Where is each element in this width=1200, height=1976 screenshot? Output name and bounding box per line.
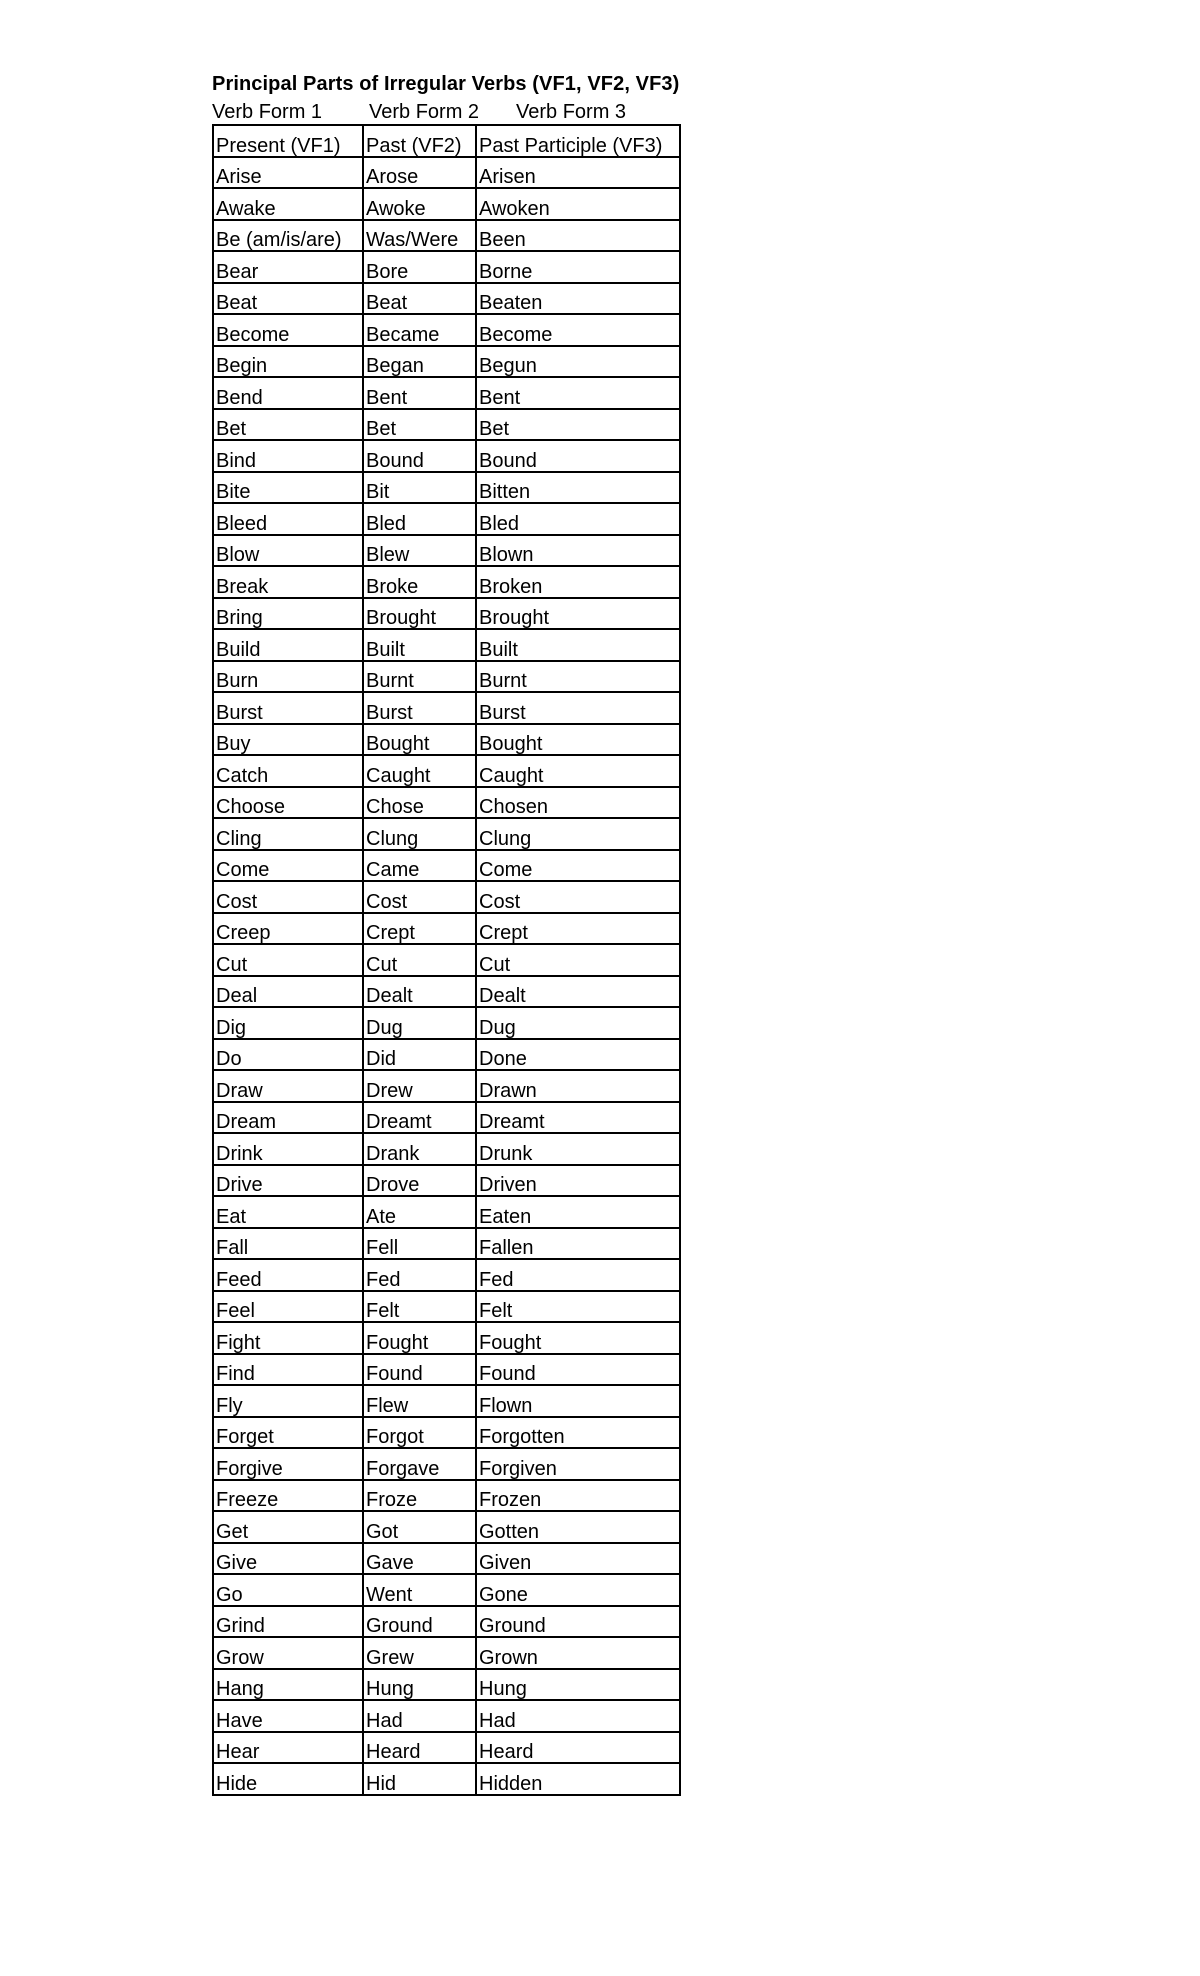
past-cell: Arose	[363, 157, 476, 189]
past-cell: Built	[363, 629, 476, 661]
past-cell: Bound	[363, 440, 476, 472]
table-row	[213, 377, 680, 409]
past-participle-cell: Gone	[476, 1574, 680, 1606]
present-cell: Hang	[213, 1669, 363, 1701]
past-participle-cell: Borne	[476, 251, 680, 283]
table-row	[213, 881, 680, 913]
present-cell: Freeze	[213, 1480, 363, 1512]
present-cell: Forgive	[213, 1448, 363, 1480]
table-row	[213, 1606, 680, 1638]
table-row	[213, 661, 680, 693]
past-cell: Gave	[363, 1543, 476, 1575]
past-participle-cell: Chosen	[476, 787, 680, 819]
table-row	[213, 1322, 680, 1354]
past-cell: Drew	[363, 1070, 476, 1102]
past-cell: Burst	[363, 692, 476, 724]
table-row	[213, 1448, 680, 1480]
past-participle-cell: Frozen	[476, 1480, 680, 1512]
past-participle-cell: Bound	[476, 440, 680, 472]
past-cell: Forgave	[363, 1448, 476, 1480]
present-cell: Burst	[213, 692, 363, 724]
past-participle-cell: Bet	[476, 409, 680, 441]
past-cell: Grew	[363, 1637, 476, 1669]
past-participle-cell: Caught	[476, 755, 680, 787]
present-cell: Bet	[213, 409, 363, 441]
verb-form-1-label: Verb Form 1	[212, 101, 323, 123]
table-row	[213, 976, 680, 1008]
past-cell: Dreamt	[363, 1102, 476, 1134]
past-cell: Blew	[363, 535, 476, 567]
past-participle-cell: Arisen	[476, 157, 680, 189]
table-row	[213, 1291, 680, 1323]
past-participle-cell: Begun	[476, 346, 680, 378]
past-participle-cell: Become	[476, 314, 680, 346]
table-row	[213, 1543, 680, 1575]
past-cell: Awoke	[363, 188, 476, 220]
past-cell: Was/Were	[363, 220, 476, 252]
present-cell: Hear	[213, 1732, 363, 1764]
past-cell: Fell	[363, 1228, 476, 1260]
past-participle-cell: Cost	[476, 881, 680, 913]
table-row	[213, 1669, 680, 1701]
past-cell: Drank	[363, 1133, 476, 1165]
table-row	[213, 251, 680, 283]
present-cell: Bear	[213, 251, 363, 283]
verb-form-3-label: Verb Form 3	[516, 101, 627, 123]
past-participle-cell: Bought	[476, 724, 680, 756]
past-participle-cell: Crept	[476, 913, 680, 945]
table-row	[213, 1228, 680, 1260]
document-title: Principal Parts of Irregular Verbs (VF1, VF2, VF3)	[212, 73, 680, 95]
present-cell: Blow	[213, 535, 363, 567]
past-participle-cell: Ground	[476, 1606, 680, 1638]
past-participle-cell: Fought	[476, 1322, 680, 1354]
past-cell: Felt	[363, 1291, 476, 1323]
past-cell: Bore	[363, 251, 476, 283]
past-participle-cell: Blown	[476, 535, 680, 567]
present-cell: Build	[213, 629, 363, 661]
table-row	[213, 1165, 680, 1197]
past-participle-cell: Dealt	[476, 976, 680, 1008]
present-cell: Feed	[213, 1259, 363, 1291]
past-participle-cell: Hung	[476, 1669, 680, 1701]
past-cell: Brought	[363, 598, 476, 630]
present-cell: Cling	[213, 818, 363, 850]
past-cell: Heard	[363, 1732, 476, 1764]
present-cell: Hide	[213, 1763, 363, 1795]
past-cell: Fed	[363, 1259, 476, 1291]
past-participle-cell: Given	[476, 1543, 680, 1575]
present-cell: Drink	[213, 1133, 363, 1165]
past-cell: Chose	[363, 787, 476, 819]
past-participle-cell: Fallen	[476, 1228, 680, 1260]
present-cell: Awake	[213, 188, 363, 220]
table-row	[213, 787, 680, 819]
present-cell: Bend	[213, 377, 363, 409]
present-cell: Be (am/is/are)	[213, 220, 363, 252]
table-row	[213, 1637, 680, 1669]
present-cell: Feel	[213, 1291, 363, 1323]
past-participle-cell: Had	[476, 1700, 680, 1732]
table-row	[213, 1102, 680, 1134]
table-row	[213, 818, 680, 850]
table-row	[213, 755, 680, 787]
present-cell: Draw	[213, 1070, 363, 1102]
past-participle-cell: Been	[476, 220, 680, 252]
present-cell: Begin	[213, 346, 363, 378]
verb-table-body	[213, 125, 680, 1795]
document-sheet	[212, 70, 681, 1796]
present-cell: Fight	[213, 1322, 363, 1354]
past-cell: Burnt	[363, 661, 476, 693]
present-cell: Grind	[213, 1606, 363, 1638]
past-participle-cell: Flown	[476, 1385, 680, 1417]
table-row	[213, 1763, 680, 1795]
table-row	[213, 157, 680, 189]
past-participle-cell: Dug	[476, 1007, 680, 1039]
past-cell: Clung	[363, 818, 476, 850]
past-cell: Went	[363, 1574, 476, 1606]
header-past-participle: Past Participle (VF3)	[476, 125, 680, 157]
past-participle-cell: Awoken	[476, 188, 680, 220]
present-cell: Beat	[213, 283, 363, 315]
past-cell: Became	[363, 314, 476, 346]
past-cell: Bled	[363, 503, 476, 535]
past-participle-cell: Driven	[476, 1165, 680, 1197]
table-row	[213, 1511, 680, 1543]
past-cell: Got	[363, 1511, 476, 1543]
past-participle-cell: Gotten	[476, 1511, 680, 1543]
past-cell: Ground	[363, 1606, 476, 1638]
present-cell: Eat	[213, 1196, 363, 1228]
table-row	[213, 1070, 680, 1102]
past-cell: Caught	[363, 755, 476, 787]
past-cell: Fought	[363, 1322, 476, 1354]
present-cell: Bind	[213, 440, 363, 472]
table-row	[213, 440, 680, 472]
present-cell: Find	[213, 1354, 363, 1386]
table-row	[213, 1480, 680, 1512]
past-cell: Beat	[363, 283, 476, 315]
table-row	[213, 1196, 680, 1228]
present-cell: Arise	[213, 157, 363, 189]
present-cell: Deal	[213, 976, 363, 1008]
present-cell: Bleed	[213, 503, 363, 535]
past-cell: Cut	[363, 944, 476, 976]
verb-form-labels	[212, 98, 681, 126]
present-cell: Creep	[213, 913, 363, 945]
past-cell: Broke	[363, 566, 476, 598]
table-row	[213, 724, 680, 756]
present-cell: Dream	[213, 1102, 363, 1134]
past-participle-cell: Brought	[476, 598, 680, 630]
present-cell: Choose	[213, 787, 363, 819]
present-cell: Catch	[213, 755, 363, 787]
past-participle-cell: Felt	[476, 1291, 680, 1323]
present-cell: Have	[213, 1700, 363, 1732]
past-cell: Forgot	[363, 1417, 476, 1449]
present-cell: Do	[213, 1039, 363, 1071]
table-row	[213, 566, 680, 598]
table-row	[213, 598, 680, 630]
table-row	[213, 1039, 680, 1071]
present-cell: Burn	[213, 661, 363, 693]
table-row	[213, 1007, 680, 1039]
table-row	[213, 1385, 680, 1417]
present-cell: Fly	[213, 1385, 363, 1417]
table-row	[213, 314, 680, 346]
past-cell: Hung	[363, 1669, 476, 1701]
present-cell: Cut	[213, 944, 363, 976]
present-cell: Cost	[213, 881, 363, 913]
past-cell: Froze	[363, 1480, 476, 1512]
present-cell: Drive	[213, 1165, 363, 1197]
past-cell: Bit	[363, 472, 476, 504]
past-participle-cell: Drawn	[476, 1070, 680, 1102]
table-row	[213, 283, 680, 315]
past-participle-cell: Eaten	[476, 1196, 680, 1228]
past-participle-cell: Burnt	[476, 661, 680, 693]
past-participle-cell: Forgotten	[476, 1417, 680, 1449]
table-row	[213, 1133, 680, 1165]
table-row	[213, 850, 680, 882]
present-cell: Get	[213, 1511, 363, 1543]
past-cell: Ate	[363, 1196, 476, 1228]
table-row	[213, 1700, 680, 1732]
table-row	[213, 409, 680, 441]
past-cell: Bent	[363, 377, 476, 409]
past-participle-cell: Come	[476, 850, 680, 882]
past-cell: Hid	[363, 1763, 476, 1795]
table-row	[213, 1732, 680, 1764]
past-cell: Began	[363, 346, 476, 378]
past-participle-cell: Burst	[476, 692, 680, 724]
table-row	[213, 1417, 680, 1449]
present-cell: Buy	[213, 724, 363, 756]
verb-table	[212, 124, 681, 1796]
past-participle-cell: Done	[476, 1039, 680, 1071]
past-cell: Flew	[363, 1385, 476, 1417]
present-cell: Dig	[213, 1007, 363, 1039]
past-cell: Dug	[363, 1007, 476, 1039]
past-cell: Cost	[363, 881, 476, 913]
table-row	[213, 472, 680, 504]
present-cell: Fall	[213, 1228, 363, 1260]
past-participle-cell: Bent	[476, 377, 680, 409]
past-participle-cell: Drunk	[476, 1133, 680, 1165]
past-participle-cell: Bled	[476, 503, 680, 535]
table-row	[213, 913, 680, 945]
past-participle-cell: Bitten	[476, 472, 680, 504]
past-cell: Did	[363, 1039, 476, 1071]
header-past: Past (VF2)	[363, 125, 476, 157]
past-cell: Found	[363, 1354, 476, 1386]
past-cell: Dealt	[363, 976, 476, 1008]
present-cell: Go	[213, 1574, 363, 1606]
past-cell: Came	[363, 850, 476, 882]
table-row	[213, 220, 680, 252]
past-cell: Drove	[363, 1165, 476, 1197]
past-cell: Crept	[363, 913, 476, 945]
present-cell: Forget	[213, 1417, 363, 1449]
table-row	[213, 944, 680, 976]
present-cell: Come	[213, 850, 363, 882]
past-cell: Bought	[363, 724, 476, 756]
past-cell: Had	[363, 1700, 476, 1732]
present-cell: Become	[213, 314, 363, 346]
verb-form-2-label: Verb Form 2	[369, 101, 480, 123]
table-row	[213, 1259, 680, 1291]
table-row	[213, 1574, 680, 1606]
table-row	[213, 629, 680, 661]
table-row	[213, 692, 680, 724]
present-cell: Give	[213, 1543, 363, 1575]
past-participle-cell: Beaten	[476, 283, 680, 315]
table-row	[213, 346, 680, 378]
past-participle-cell: Grown	[476, 1637, 680, 1669]
table-row	[213, 1354, 680, 1386]
table-row	[213, 503, 680, 535]
past-participle-cell: Forgiven	[476, 1448, 680, 1480]
past-participle-cell: Heard	[476, 1732, 680, 1764]
past-participle-cell: Hidden	[476, 1763, 680, 1795]
past-participle-cell: Found	[476, 1354, 680, 1386]
past-participle-cell: Clung	[476, 818, 680, 850]
past-participle-cell: Dreamt	[476, 1102, 680, 1134]
past-participle-cell: Fed	[476, 1259, 680, 1291]
table-header-row	[213, 125, 680, 157]
header-present: Present (VF1)	[213, 125, 363, 157]
past-participle-cell: Cut	[476, 944, 680, 976]
past-participle-cell: Broken	[476, 566, 680, 598]
table-row	[213, 188, 680, 220]
present-cell: Bring	[213, 598, 363, 630]
present-cell: Bite	[213, 472, 363, 504]
past-cell: Bet	[363, 409, 476, 441]
table-row	[213, 535, 680, 567]
past-participle-cell: Built	[476, 629, 680, 661]
present-cell: Grow	[213, 1637, 363, 1669]
present-cell: Break	[213, 566, 363, 598]
